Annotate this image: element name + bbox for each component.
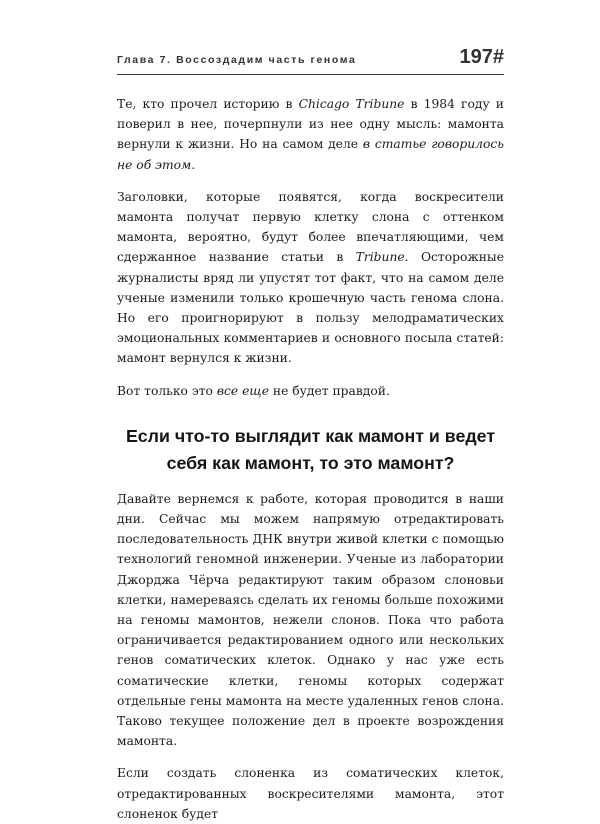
newspaper-name: Chicago Tribune xyxy=(298,97,405,111)
page-number: 197# xyxy=(459,46,504,68)
emphasis: в статье говорилось не об этом xyxy=(117,137,504,172)
running-head xyxy=(117,48,504,75)
paragraph: Вот только это все еще не будет правдой. xyxy=(117,383,390,398)
page-body xyxy=(117,94,504,824)
paragraph: Те, кто прочел историю в Chicago Tribune в 1984 году и поверил в нее, почерпнули из нее одну мысль: мамонта вернули к жизни. Но на самом деле в статье говорилось не об этом. xyxy=(117,97,505,172)
emphasis: все еще xyxy=(216,383,269,398)
chapter-title: Глава 7. Воссоздадим часть генома xyxy=(117,54,357,66)
paragraph: Если создать слоненка из соматических клеток, отредактированных воскресителями мамонта, этот слоненок будет xyxy=(117,766,504,821)
paragraph: Заголовки, которые появятся, когда воскресители мамонта получат первую клетку слона с оттенком мамонта, вероятно, будут более впечатляющими, чем сдержанное название статьи в Tribune. Осторожные журналисты вряд ли упустят тот факт, что на самом деле ученые изменили только крошечную часть генома слона. Но его проигнорируют в пользу мелодраматических эмоциональных комментариев и основного посыла статей: мамонт вернулся к жизни. xyxy=(117,189,504,366)
paragraph: Давайте вернемся к работе, которая проводится в наши дни. Сейчас мы можем напрямую отредактировать последовательность ДНК внутри живой клетки с помощью технологий геномной инженерии. Ученые из лаборатории Джорджа Чёрча редактируют таким образом слоновьи клетки, намереваясь сделать их геномы больше похожими на геномы мамонтов, нежели слонов. Пока что работа ограничивается редактированием одного или нескольких генов соматических клеток. Однако у нас уже есть соматические клетки, геномы которых содержат отдельные гены мамонта на месте удаленных генов слона. Таково текущее положение дел в проекте возрождения мамонта. xyxy=(117,491,504,749)
newspaper-name: Tribune xyxy=(355,250,405,265)
section-heading: Если что-то выглядит как мамонт и ведет себя как мамонт, то это мамонт? xyxy=(125,425,496,473)
